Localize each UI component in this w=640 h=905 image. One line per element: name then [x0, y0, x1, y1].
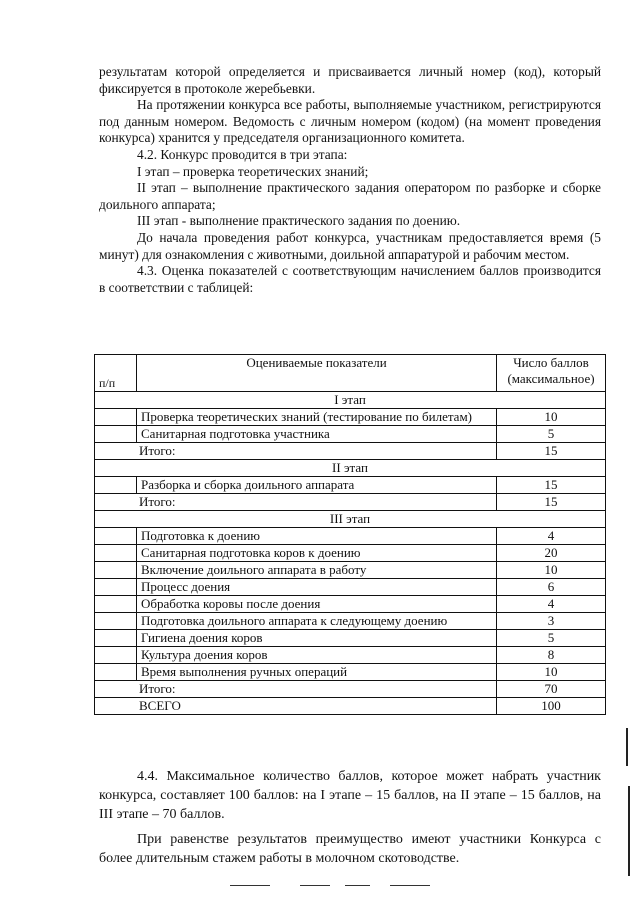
- table-row: [95, 426, 606, 443]
- row-score: 5: [497, 426, 606, 443]
- footer-dash: [390, 885, 430, 886]
- table-row: [95, 664, 606, 681]
- table-row: [95, 409, 606, 426]
- row-label: Время выполнения ручных операций: [137, 664, 497, 681]
- table-row: [95, 596, 606, 613]
- total-label: Итого:: [95, 443, 497, 460]
- stage-2-title-row: [95, 460, 606, 477]
- grand-total-value: 100: [497, 698, 606, 715]
- stage-1-line: I этап – проверка теоретических знаний;: [137, 163, 369, 179]
- stage-2-line: II этап – выполнение практического задания оператором по разборке и сборке доильного аппарата;: [99, 180, 601, 212]
- paragraph-registration: На протяжении конкурса все работы, выполняемые участником, регистрируются под данным номером. Ведомость с личным номером (кодом) (на момент проведения конкурса) хранится у председателя организационного комитета.: [99, 97, 601, 146]
- total-label: Итого:: [95, 681, 497, 698]
- stage-2-total-row: [95, 494, 606, 511]
- stage-3-title: III этап: [95, 511, 606, 528]
- row-label: Культура доения коров: [137, 647, 497, 664]
- table-row: [95, 613, 606, 630]
- paragraph-continuation: результатам которой определяется и присваивается личный номер (код), который фиксируется в протоколе жеребьевки.: [99, 64, 601, 96]
- row-score: 15: [497, 477, 606, 494]
- scores-table: [94, 354, 606, 715]
- paragraph-stages-intro: 4.2. Конкурс проводится в три этапа:: [137, 146, 348, 162]
- stage-1-total-row: [95, 443, 606, 460]
- row-label: Подготовка к доению: [137, 528, 497, 545]
- bottom-text: [99, 767, 601, 868]
- footer-dash: [230, 885, 270, 886]
- total-value: 70: [497, 681, 606, 698]
- grand-total-label: ВСЕГО: [95, 698, 497, 715]
- row-score: 8: [497, 647, 606, 664]
- paragraph-familiarization: До начала проведения работ конкурса, участникам предоставляется время (5 минут) для ознакомления с животными, доильной аппаратурой и рабочим местом.: [99, 229, 601, 262]
- stage-3-title-row: [95, 511, 606, 528]
- table-row: [95, 545, 606, 562]
- row-score: 6: [497, 579, 606, 596]
- row-score: 4: [497, 528, 606, 545]
- scan-margin-mark: [626, 728, 628, 766]
- row-label: Санитарная подготовка участника: [137, 426, 497, 443]
- stage-3-total-row: [95, 681, 606, 698]
- table-row: [95, 562, 606, 579]
- row-score: 10: [497, 409, 606, 426]
- table-row: [95, 647, 606, 664]
- row-score: 20: [497, 545, 606, 562]
- header-indicator: Оцениваемые показатели: [137, 355, 497, 392]
- stage-1-title: I этап: [95, 392, 606, 409]
- row-label: Процесс доения: [137, 579, 497, 596]
- row-score: 5: [497, 630, 606, 647]
- total-label: Итого:: [95, 494, 497, 511]
- stage-2-title: II этап: [95, 460, 606, 477]
- footer-dash: [300, 885, 330, 886]
- row-score: 10: [497, 562, 606, 579]
- header-score: Число баллов (максимальное): [497, 355, 606, 392]
- row-label: Санитарная подготовка коров к доению: [137, 545, 497, 562]
- table-row: [95, 477, 606, 494]
- grand-total-row: [95, 698, 606, 715]
- row-score: 4: [497, 596, 606, 613]
- row-label: Гигиена доения коров: [137, 630, 497, 647]
- stage-3-line: III этап - выполнение практического задания по доению.: [137, 213, 461, 229]
- paragraph-max-score: 4.4. Максимальное количество баллов, которое может набрать участник конкурса, составляет 100 баллов: на I этапе – 15 баллов, на II этапе – 15 баллов, на III этапе – 70 баллов.: [99, 769, 601, 822]
- row-score: 3: [497, 613, 606, 630]
- total-value: 15: [497, 443, 606, 460]
- table-row: [95, 528, 606, 545]
- footer-dash: [345, 885, 370, 886]
- total-value: 15: [497, 494, 606, 511]
- row-label: Обработка коровы после доения: [137, 596, 497, 613]
- row-label: Подготовка доильного аппарата к следующему доению: [137, 613, 497, 630]
- row-label: Разборка и сборка доильного аппарата: [137, 477, 497, 494]
- table-header-row: [95, 355, 606, 392]
- top-text: [99, 64, 601, 296]
- paragraph-scoring-intro: 4.3. Оценка показателей с соответствующим начислением баллов производится в соответствии с таблицей:: [99, 263, 601, 295]
- header-num: п/п: [95, 355, 137, 392]
- row-score: 10: [497, 664, 606, 681]
- stage-1-title-row: [95, 392, 606, 409]
- paragraph-tie-break: При равенстве результатов преимущество имеют участники Конкурса с более длительным стажем работы в молочном скотоводстве.: [99, 832, 601, 866]
- table-row: [95, 579, 606, 596]
- scan-margin-mark: [628, 786, 630, 876]
- row-label: Включение доильного аппарата в работу: [137, 562, 497, 579]
- table-row: [95, 630, 606, 647]
- row-label: Проверка теоретических знаний (тестирование по билетам): [137, 409, 497, 426]
